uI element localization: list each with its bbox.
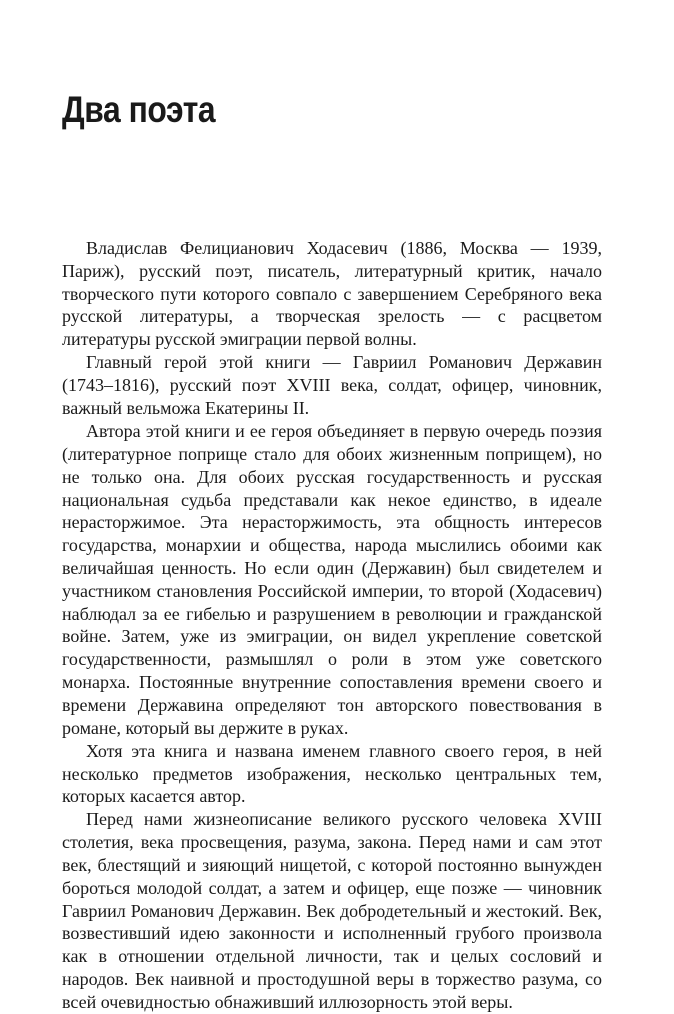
paragraph: Перед нами жизнеописание великого русского человека XVIII столетия, века просвещения, разума, закона. Перед нами и сам этот век, блестящий и зияющий нищетой, с которой постоянно вынужден бороться молодой солдат, а затем и офицер, еще позже — чиновник Гавриил Романович Державин. Век добродетельный и жестокий. Век, возвестивший идею законности и исполненный грубого произвола как в отношении отдельной личности, так и целых сословий и народов. Век наивной и простодушной веры в торжество разума, со всей очевидностью обнаживший иллюзорность этой веры.	[62, 809, 602, 1012]
chapter-title: Два поэта	[62, 89, 216, 130]
paragraph: Владислав Фелицианович Ходасевич (1886, Москва — 1939, Париж), русский поэт, писатель, литературный критик, начало творческого пути которого совпало с завершением Серебряного века русской литературы, а творческая зрелость — с расцветом литературы русской эмиграции первой волны.	[62, 238, 602, 350]
chapter-body	[62, 237, 602, 1014]
paragraph: Хотя эта книга и названа именем главного своего героя, в ней несколько предметов изображения, несколько центральных тем, которых касается автор.	[62, 740, 602, 807]
paragraph: Автора этой книги и ее героя объединяет в первую очередь поэзия (литературное поприще стало для обоих жизненным поприщем), но не только она. Для обоих русская государственность и русская национальная судьба представали как некое единство, в идеале нерасторжимое. Эта нерасторжимость, эта общность интересов государства, монархии и общества, народа мыслились обоими как величайшая ценность. Но если один (Державин) был свидетелем и участником становления Российской империи, то второй (Ходасевич) наблюдал за ее гибелью и разрушением в революции и гражданской войне. Затем, уже из эмиграции, он видел укрепление советской государственности, размышлял о роли в этом уже советского монарха. Постоянные внутренние сопоставления времени своего и времени Державина определяют тон авторского повествования в романе, который вы держите в руках.	[62, 421, 602, 738]
paragraph: Главный герой этой книги — Гавриил Романович Державин (1743–1816), русский поэт XVIII века, солдат, офицер, чиновник, важный вельможа Екатерины II.	[62, 352, 602, 418]
